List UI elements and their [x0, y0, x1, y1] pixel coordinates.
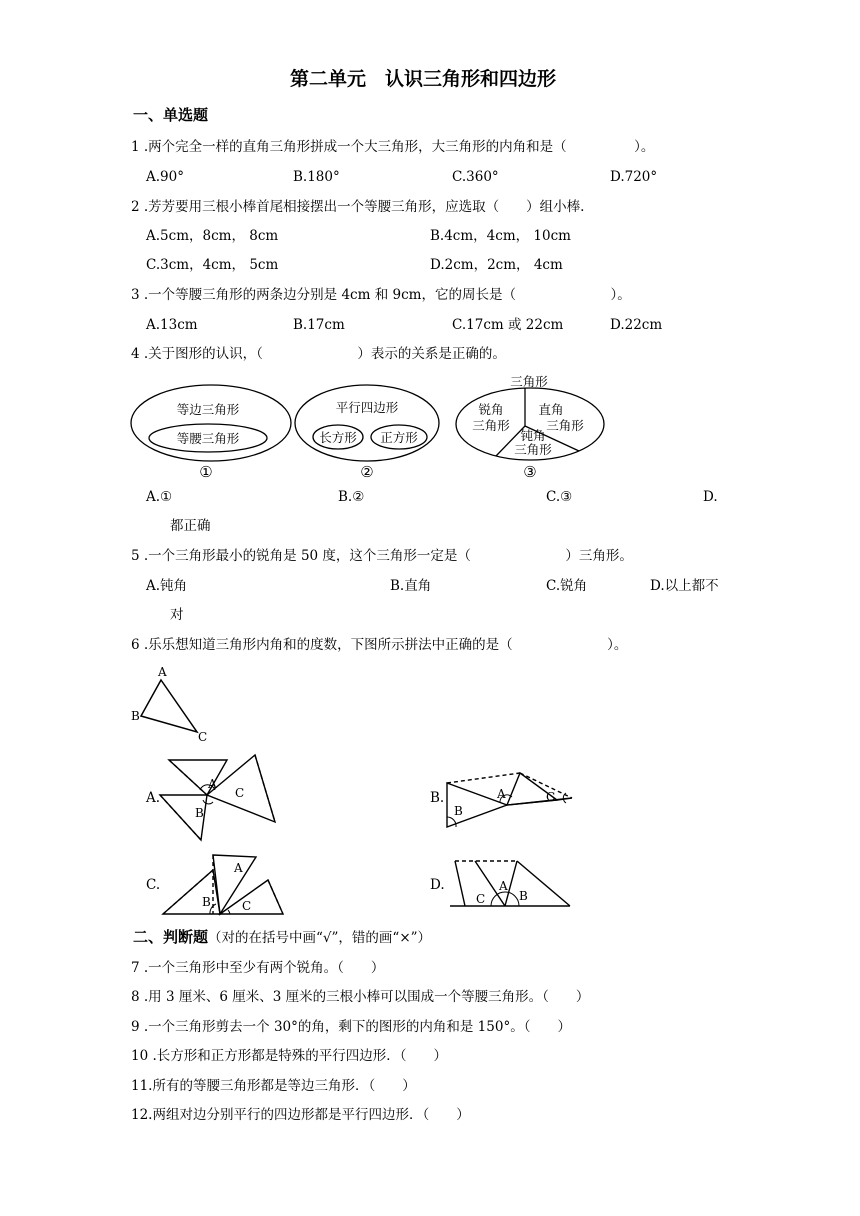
- q1-option-a[interactable]: A.90°: [146, 169, 184, 185]
- section-heading-true-false: [133, 930, 431, 946]
- question-5-stem: 5 .一个三角形最小的锐角是 50 度，这个三角形一定是（ ）三角形。: [131, 548, 633, 564]
- q5-option-a[interactable]: A.钝角: [146, 578, 188, 594]
- q6-option-a-figure: [155, 750, 285, 845]
- q1-option-c[interactable]: C.360°: [452, 169, 499, 185]
- diagram3-obtuse-2: 三角形: [514, 442, 552, 457]
- diagram3-right-1: 直角: [538, 402, 564, 417]
- q4-option-d-text: 都正确: [170, 518, 211, 534]
- judgment-7: 7 .一个三角形中至少有两个锐角。（ ）: [131, 960, 385, 976]
- q5-option-c[interactable]: C.锐角: [546, 578, 588, 594]
- q6-option-b[interactable]: B.: [430, 790, 445, 806]
- q5-option-d[interactable]: D.以上都不: [650, 578, 719, 594]
- q2-option-a[interactable]: A.5cm，8cm， 8cm: [146, 228, 279, 244]
- q6a-label-a: A: [208, 777, 217, 791]
- q2-option-c[interactable]: C.3cm，4cm， 5cm: [146, 257, 279, 273]
- venn-diagram-3: [453, 372, 609, 482]
- diagram3-number: ③: [523, 463, 537, 481]
- q6a-label-c: C: [235, 786, 245, 800]
- q5-option-b[interactable]: B.直角: [390, 578, 432, 594]
- diagram2-outer-label: 平行四边形: [335, 400, 399, 415]
- q3-option-b[interactable]: B.17cm: [293, 317, 345, 333]
- diagram3-right-2: 三角形: [546, 418, 584, 433]
- diagram3-obtuse-1: 钝角: [520, 428, 546, 443]
- q3-option-d[interactable]: D.22cm: [610, 317, 663, 333]
- q4-option-a[interactable]: A.①: [146, 489, 173, 505]
- judgment-11: 11.所有的等腰三角形都是等边三角形．（ ）: [131, 1078, 416, 1094]
- judgment-10: 10 .长方形和正方形都是特殊的平行四边形．（ ）: [131, 1048, 448, 1064]
- q1-option-d[interactable]: D.720°: [610, 169, 658, 185]
- q6d-label-a: A: [499, 879, 508, 893]
- section-heading-single-choice: 一、单选题: [133, 106, 209, 124]
- q6d-label-c: C: [476, 892, 486, 906]
- judgment-8: 8 .用 3 厘米、6 厘米、3 厘米的三根小棒可以围成一个等腰三角形。（ ）: [131, 989, 590, 1005]
- diagram3-title: 三角形: [510, 374, 548, 389]
- q6a-label-b: B: [195, 806, 204, 820]
- q3-option-a[interactable]: A.13cm: [146, 317, 198, 333]
- q4-option-c[interactable]: C.③: [546, 489, 573, 505]
- question-4-stem: 4 .关于图形的认识，（ ）表示的关系是正确的。: [131, 346, 506, 362]
- q1-option-b[interactable]: B.180°: [293, 169, 340, 185]
- question-2-stem: 2 .芳芳要用三根小棒首尾相接摆出一个等腰三角形，应选取（ ）组小棒.: [131, 199, 585, 215]
- section2-title: 二、判断题: [133, 928, 209, 946]
- q6b-label-c: C: [546, 790, 556, 804]
- q4-option-b[interactable]: B.②: [338, 489, 365, 505]
- vertex-b-label: B: [131, 709, 140, 723]
- q6-option-b-figure: [442, 765, 577, 830]
- diagram2-rectangle-label: 长方形: [319, 430, 357, 445]
- q6d-label-b: B: [519, 889, 528, 903]
- q6-option-a[interactable]: A.: [146, 790, 161, 806]
- vertex-a-label: A: [158, 665, 167, 679]
- triangle-abc-figure: [128, 662, 218, 744]
- diagram1-number: ①: [199, 463, 213, 481]
- q2-option-b[interactable]: B.4cm，4cm， 10cm: [430, 228, 571, 244]
- section2-note: （对的在括号中画“√”，错的画“×”）: [208, 930, 432, 946]
- q6c-label-c: C: [242, 899, 252, 913]
- question-1-stem: 1 .两个完全一样的直角三角形拼成一个大三角形，大三角形的内角和是（ ）。: [131, 139, 655, 155]
- judgment-12: 12.两组对边分别平行的四边形都是平行四边形．（ ）: [131, 1107, 470, 1123]
- q2-option-d[interactable]: D.2cm，2cm， 4cm: [430, 257, 563, 273]
- q4-option-d[interactable]: D.: [703, 489, 718, 505]
- q6c-label-a: A: [234, 861, 243, 875]
- venn-diagram-1: [128, 376, 294, 482]
- q6b-label-b: B: [454, 804, 463, 818]
- diagram2-square-label: 正方形: [380, 430, 418, 445]
- q6-option-c[interactable]: C.: [146, 877, 161, 893]
- diagram1-inner-label: 等腰三角形: [176, 431, 240, 446]
- venn-diagram-2: [292, 376, 444, 482]
- question-3-stem: 3 .一个等腰三角形的两条边分别是 4cm 和 9cm，它的周长是（ ）。: [131, 287, 631, 303]
- q6-option-d[interactable]: D.: [430, 877, 445, 893]
- q6b-label-a: A: [497, 787, 506, 801]
- q5-option-d-text: 对: [170, 607, 184, 623]
- q6-option-c-figure: [158, 850, 288, 918]
- q3-option-c[interactable]: C.17cm 或 22cm: [452, 317, 564, 333]
- vertex-c-label: C: [198, 730, 208, 744]
- judgment-9: 9 .一个三角形剪去一个 30°的角，剩下的图形的内角和是 150°。（ ）: [131, 1019, 571, 1035]
- diagram3-acute-1: 锐角: [478, 402, 504, 417]
- diagram3-acute-2: 三角形: [472, 418, 510, 433]
- q6c-label-b: B: [202, 895, 211, 909]
- page-title: 第二单元 认识三角形和四边形: [290, 68, 557, 90]
- diagram1-outer-label: 等边三角形: [176, 402, 240, 417]
- question-6-stem: 6 .乐乐想知道三角形内角和的度数，下图所示拼法中正确的是（ ）。: [131, 637, 628, 653]
- q6-option-d-figure: [445, 856, 575, 912]
- diagram2-number: ②: [360, 463, 374, 481]
